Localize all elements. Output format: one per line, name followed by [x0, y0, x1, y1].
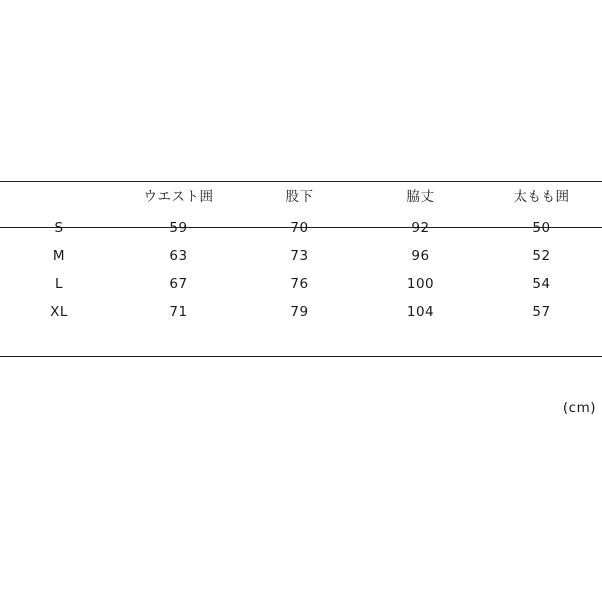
column-header-waist: ウエスト囲 [143, 189, 214, 205]
cell-s-thigh: 50 [532, 220, 551, 236]
cell-s-outseam: 92 [411, 220, 430, 236]
table-row [0, 298, 602, 326]
row-label-s: S [54, 220, 64, 236]
row-label-xl: XL [50, 304, 68, 320]
cell-s-waist: 59 [169, 220, 188, 236]
table-header-row [0, 180, 602, 214]
cell-l-inseam: 76 [290, 276, 309, 292]
column-header-inseam: 股下 [285, 189, 314, 205]
table-row [0, 270, 602, 298]
cell-l-waist: 67 [169, 276, 188, 292]
cell-m-inseam: 73 [290, 248, 309, 264]
table-row [0, 214, 602, 242]
cell-xl-outseam: 104 [406, 304, 435, 320]
cell-s-inseam: 70 [290, 220, 309, 236]
cell-m-waist: 63 [169, 248, 188, 264]
cell-xl-waist: 71 [169, 304, 188, 320]
size-table-wrapper [0, 180, 602, 326]
cell-l-thigh: 54 [532, 276, 551, 292]
column-header-thigh: 太もも囲 [513, 189, 570, 205]
row-label-m: M [52, 248, 66, 264]
row-label-l: L [54, 276, 64, 292]
column-header-outseam: 脇丈 [406, 189, 435, 205]
table-bottom-rule [0, 356, 602, 357]
cell-xl-thigh: 57 [532, 304, 551, 320]
column-header-size [0, 180, 118, 214]
cell-m-outseam: 96 [411, 248, 430, 264]
unit-note: (cm) [562, 400, 596, 416]
cell-l-outseam: 100 [406, 276, 435, 292]
size-table [0, 180, 602, 326]
table-row [0, 242, 602, 270]
cell-m-thigh: 52 [532, 248, 551, 264]
cell-xl-inseam: 79 [290, 304, 309, 320]
